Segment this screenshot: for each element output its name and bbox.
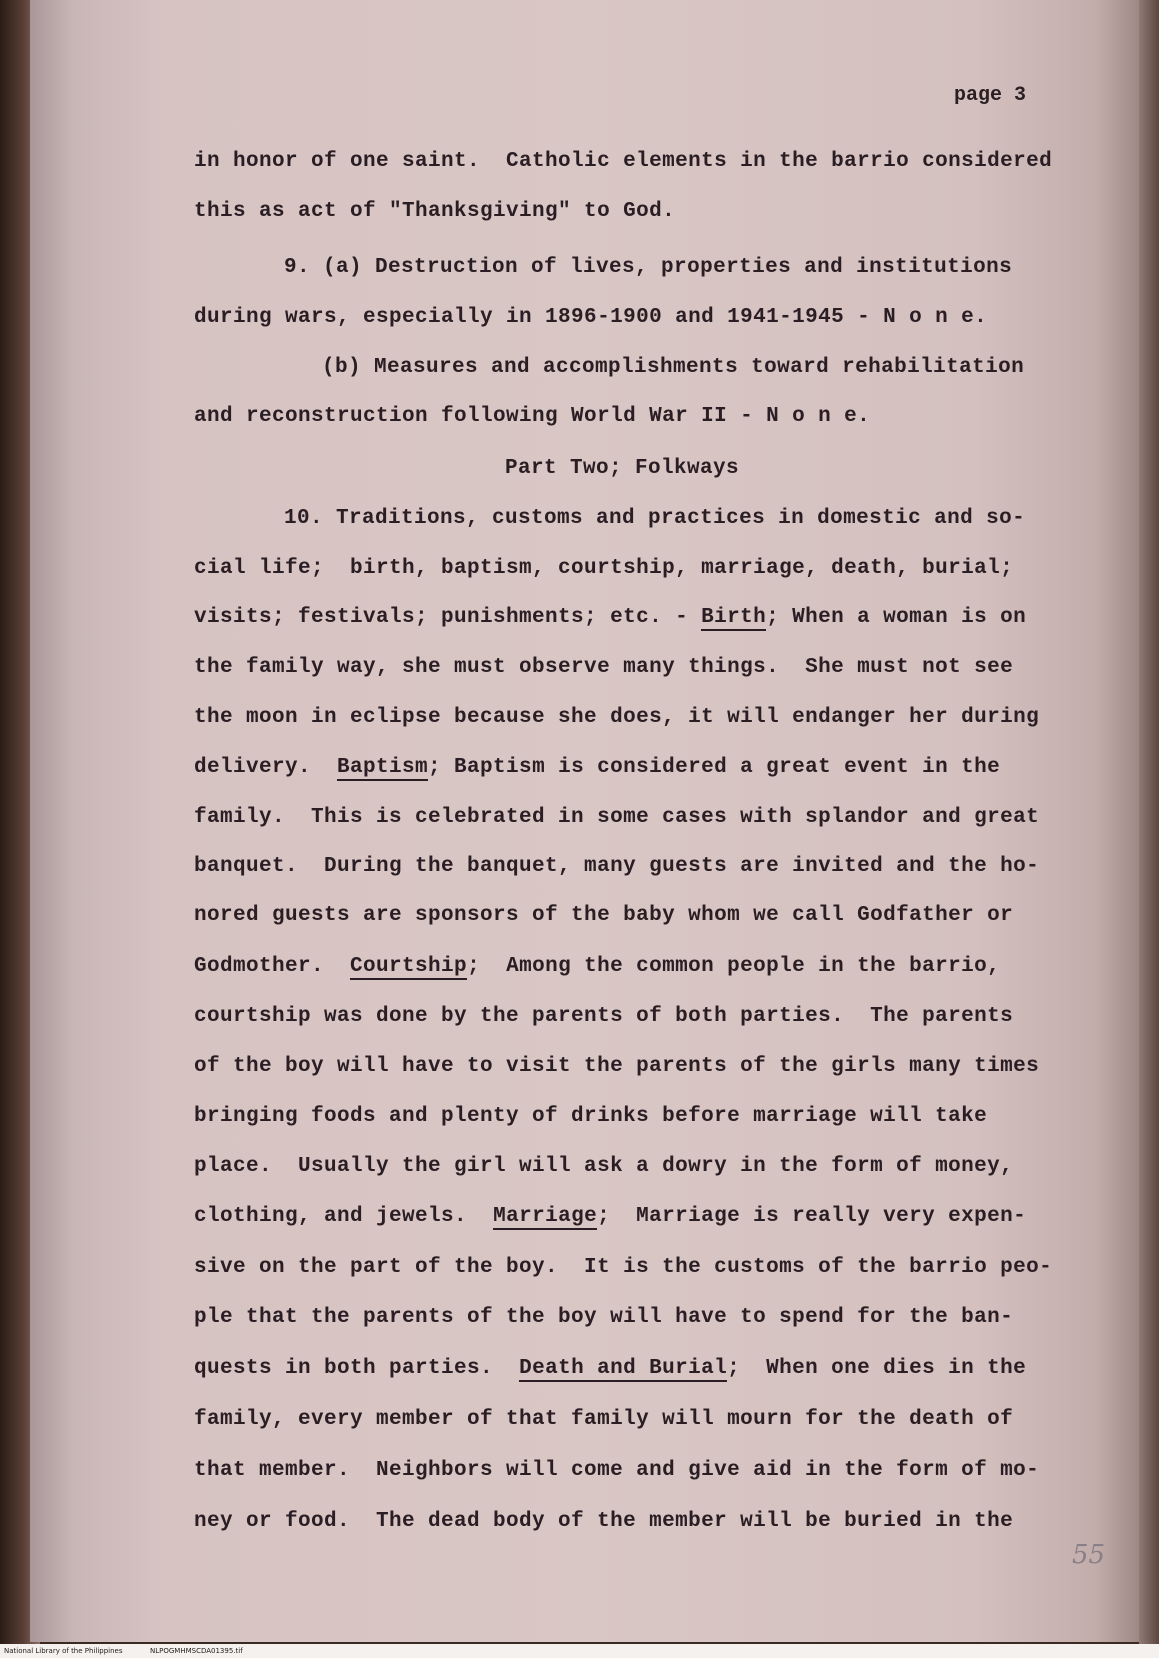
archive-footer	[0, 1644, 1159, 1658]
section-heading-underlined: Birth	[701, 606, 767, 629]
line-text: the moon in eclipse because she does, it will endanger her during	[194, 706, 1040, 729]
line-text: nored guests are sponsors of the baby whom we call Godfather or	[194, 904, 1014, 927]
line-text: ney or food. The dead body of the member will be buried in the	[194, 1510, 1014, 1533]
line-text: clothing, and jewels.	[194, 1205, 494, 1228]
line-text: ; When one dies in the	[727, 1357, 1027, 1380]
section-heading-underlined: Baptism	[337, 756, 429, 779]
text-line	[194, 1105, 987, 1128]
text-line	[284, 256, 1012, 279]
line-text: of the boy will have to visit the parents of the girls many times	[194, 1055, 1040, 1078]
section-heading-underlined: Marriage	[493, 1205, 598, 1228]
text-line	[194, 1357, 1026, 1380]
line-text: visits; festivals; punishments; etc. -	[194, 606, 702, 629]
line-text: during wars, especially in 1896-1900 and 1941-1945 - N o n e.	[194, 306, 988, 329]
text-line	[194, 306, 987, 329]
line-text: 9. (a) Destruction of lives, properties and institutions	[284, 256, 1013, 279]
line-text: Part Two; Folkways	[505, 457, 740, 480]
text-line	[194, 1055, 1039, 1078]
text-line	[194, 1459, 1039, 1482]
text-line	[194, 405, 870, 428]
text-line	[194, 1256, 1052, 1279]
text-line	[194, 1005, 1013, 1028]
section-heading-underlined: Courtship	[350, 955, 468, 978]
text-line	[194, 1205, 1026, 1228]
line-text: ; When a woman is on	[766, 606, 1027, 629]
line-text: ; Marriage is really very expen-	[597, 1205, 1027, 1228]
line-text: Godmother.	[194, 955, 351, 978]
line-text: and reconstruction following World War II - N o n e.	[194, 405, 871, 428]
line-text: this as act of "Thanksgiving" to God.	[194, 200, 676, 223]
line-text: ; Among the common people in the barrio,	[467, 955, 1001, 978]
text-line	[194, 557, 1013, 580]
line-text: courtship was done by the parents of both parties. The parents	[194, 1005, 1014, 1028]
footer-source: National Library of the Philippines	[4, 1647, 123, 1655]
line-text: in honor of one saint. Catholic elements in the barrio considered	[194, 150, 1053, 173]
line-text: delivery.	[194, 756, 338, 779]
line-text: 10. Traditions, customs and practices in domestic and so-	[284, 507, 1026, 530]
line-text: that member. Neighbors will come and give aid in the form of mo-	[194, 1459, 1040, 1482]
text-line	[194, 806, 1039, 829]
text-line	[194, 200, 675, 223]
text-line	[194, 1306, 1013, 1329]
page-header: page 3	[954, 84, 1027, 107]
text-line	[194, 904, 1013, 927]
line-text: ple that the parents of the boy will have to spend for the ban-	[194, 1306, 1014, 1329]
text-line	[194, 1408, 1013, 1431]
line-text: place. Usually the girl will ask a dowry in the form of money,	[194, 1155, 1014, 1178]
line-text: (b) Measures and accomplishments toward rehabilitation	[322, 356, 1025, 379]
text-line	[505, 457, 739, 480]
line-text: the family way, she must observe many things. She must not see	[194, 656, 1014, 679]
line-text: quests in both parties.	[194, 1357, 520, 1380]
footer-filename: NLPOGMHMSCDA01395.tif	[150, 1647, 243, 1655]
line-text: bringing foods and plenty of drinks before marriage will take	[194, 1105, 988, 1128]
line-text: banquet. During the banquet, many guests are invited and the ho-	[194, 855, 1040, 878]
text-line	[322, 356, 1024, 379]
text-line	[194, 955, 1000, 978]
text-line	[194, 1510, 1013, 1533]
handwritten-page-number: 55	[1072, 1540, 1106, 1570]
line-text: ; Baptism is considered a great event in the	[428, 756, 1001, 779]
text-line	[194, 1155, 1013, 1178]
text-line	[284, 507, 1025, 530]
line-text: family. This is celebrated in some cases with splandor and great	[194, 806, 1040, 829]
text-line	[194, 150, 1052, 173]
document-page	[30, 0, 1140, 1642]
line-text: sive on the part of the boy. It is the customs of the barrio peo-	[194, 1256, 1053, 1279]
text-line	[194, 606, 1026, 629]
text-line	[194, 855, 1039, 878]
text-line	[194, 706, 1039, 729]
line-text: family, every member of that family will mourn for the death of	[194, 1408, 1014, 1431]
line-text: cial life; birth, baptism, courtship, marriage, death, burial;	[194, 557, 1014, 580]
section-heading-underlined: Death and Burial	[519, 1357, 728, 1380]
body-text	[30, 0, 1140, 1642]
text-line	[194, 656, 1013, 679]
page-edge	[1139, 0, 1159, 1658]
text-line	[194, 756, 1000, 779]
